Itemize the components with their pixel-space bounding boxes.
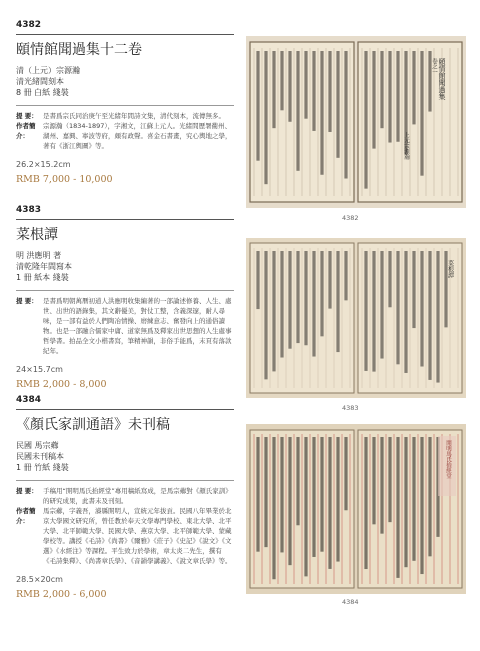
lot-format: 1 冊 竹紙 綫裝 bbox=[16, 463, 69, 472]
lot-author: 清（上元）宗源瀚 bbox=[16, 66, 80, 75]
divider bbox=[16, 105, 234, 106]
desc-text: 馬宗薌，字義吾，濬縣開明人，宣統元年拔貢。民國八年畢業於北京大學國文研究所，曾任教於奉天文學專門學校、東北大學、北平大學、北平師範大學、民國大學、燕京大學、北平師範大學、蒙藏學校等。講授《毛詩》《尚書》《爾雅》《莊子》《史記》《說文》《文選》《水經注》等課程。平生致力於學術，章太炎二先生，撰有《毛詩集釋》、《尚書章氏學》、《音韻學講義》、《說文章氏學》等。 bbox=[43, 507, 232, 565]
image-caption: 4384 bbox=[342, 598, 359, 606]
book-spread-illustration bbox=[246, 36, 466, 208]
desc-key: 提 要： bbox=[16, 112, 38, 120]
book-title-text: 菜根譚 bbox=[446, 260, 454, 278]
lot-4382 bbox=[16, 18, 234, 185]
divider bbox=[16, 480, 234, 481]
lot-edition: 民國未刊稿本 bbox=[16, 452, 64, 461]
image-caption: 4382 bbox=[342, 214, 359, 222]
lot-price: RMB 2,000 - 6,000 bbox=[16, 589, 107, 600]
lot-size: 26.2×15.2cm bbox=[16, 160, 71, 169]
desc-text: 是書爲明朝萬曆初道人洪應明收集編著的一部論述修養、人生、處世、出世的語錄集，其文辭優美，對仗工整，含義深邃，耐人尋味，是一部有益於人們陶冶情操、磨練意志、奮發向上的通俗讀物。也是一部融合儒家中庸、道家無爲及釋家出世思想的人生處事哲學書。拍品全文小楷書寫，筆精神韻，非俗手能爲，末頁有落款紀年。 bbox=[43, 297, 232, 355]
lot-description bbox=[16, 111, 234, 151]
desc-text: 是書爲宗氏同治庚午至光緒年間詩文集，清代刻本，流傳無多。 bbox=[43, 112, 225, 120]
lot-author: 民國 馬宗薌 bbox=[16, 441, 59, 450]
book-image-4383 bbox=[246, 238, 466, 398]
lot-4384 bbox=[16, 393, 234, 600]
lot-number: 4384 bbox=[16, 395, 42, 405]
divider bbox=[16, 34, 234, 35]
lot-format: 1 冊 紙本 綫裝 bbox=[16, 273, 69, 282]
desc-text: 手稿用“開明馬氏抬經堂”專用稿紙寫成，是馬宗薌對《顏氏家訓》的研究成果，此書未及刊刻。 bbox=[43, 487, 232, 505]
lot-edition: 清光緒間刻本 bbox=[16, 77, 64, 86]
book-title-text: 頤情館聞過集 bbox=[438, 58, 446, 100]
lot-4383 bbox=[16, 203, 234, 390]
image-caption: 4383 bbox=[342, 404, 359, 412]
lot-price: RMB 7,000 - 10,000 bbox=[16, 174, 113, 185]
lot-author: 明 洪應明 著 bbox=[16, 251, 62, 260]
desc-key: 作者簡介： bbox=[16, 507, 36, 525]
stamp-text: 開明馬氏抬經堂 bbox=[445, 440, 451, 479]
book-subtitle-text: 卷之一 bbox=[431, 58, 437, 75]
lot-size: 24×15.7cm bbox=[16, 365, 63, 374]
lot-price: RMB 2,000 - 8,000 bbox=[16, 379, 107, 390]
book-image-4382 bbox=[246, 36, 466, 208]
book-spread-illustration bbox=[246, 424, 466, 594]
lot-number: 4382 bbox=[16, 20, 42, 30]
lot-edition: 清乾隆年間寫本 bbox=[16, 262, 72, 271]
lot-size: 28.5×20cm bbox=[16, 575, 63, 584]
desc-key: 提 要： bbox=[16, 297, 38, 305]
lot-number: 4383 bbox=[16, 205, 42, 215]
desc-text: 宗源瀚（1834-1897），字湘文，江蘇上元人。光緒間歷署衢州、湖州、嘉興、寧波等府，頗有政聲。喜金石書畫，究心輿地之學，著有《浙江輿圖》等。 bbox=[43, 122, 232, 150]
divider bbox=[16, 290, 234, 291]
book-author-text: 上元宗源瀚 bbox=[403, 132, 409, 160]
book-image-4384 bbox=[246, 424, 466, 594]
desc-key: 作者簡介： bbox=[16, 122, 36, 140]
book-spread-illustration bbox=[246, 238, 466, 398]
divider bbox=[16, 409, 234, 410]
lot-description bbox=[16, 296, 234, 356]
desc-key: 提 要： bbox=[16, 487, 38, 495]
lot-title: 頤情館聞過集十二卷 bbox=[16, 42, 142, 58]
lot-title: 菜根譚 bbox=[16, 227, 58, 243]
lot-title: 《顏氏家訓通語》未刊稿 bbox=[16, 417, 170, 433]
divider bbox=[16, 219, 234, 220]
lot-description bbox=[16, 486, 234, 566]
lot-format: 8 冊 白紙 綫裝 bbox=[16, 88, 69, 97]
